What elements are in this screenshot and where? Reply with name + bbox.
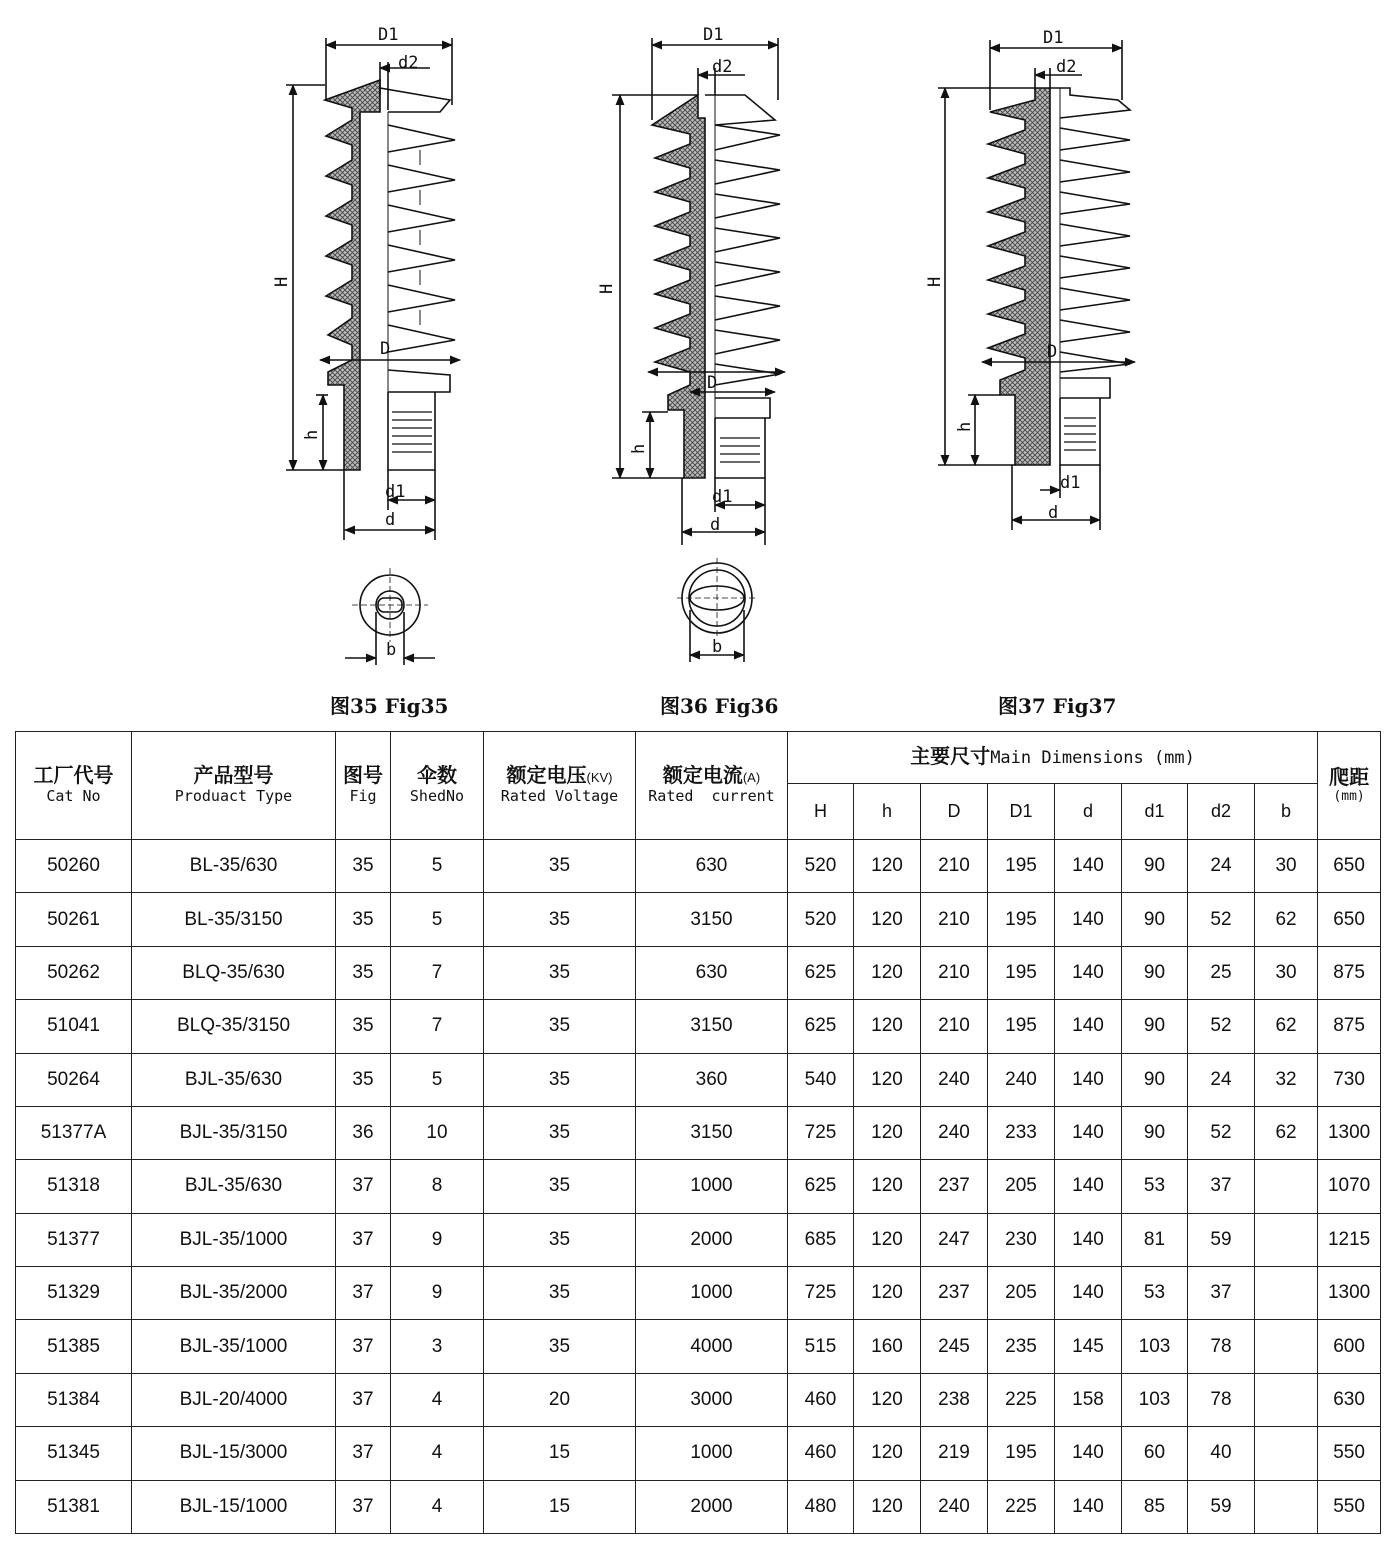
cell-cat-no: 50260	[16, 840, 132, 893]
cell-rated-voltage: 35	[484, 946, 636, 999]
cell-product-type: BL-35/630	[132, 840, 336, 893]
header-cat-no: 工厂代号 Cat No	[16, 732, 132, 840]
fig36-H-label: H	[597, 283, 617, 294]
fig35-drawing	[286, 38, 460, 665]
table-row	[16, 893, 1381, 946]
cell-shed-no: 4	[391, 1373, 484, 1426]
cell-shed-no: 9	[391, 1213, 484, 1266]
table-row	[16, 840, 1381, 893]
header-dim-b: b	[1255, 784, 1318, 840]
header-rated-voltage: 额定电压(KV) Rated Voltage	[484, 732, 636, 840]
cell-d: 140	[1055, 1160, 1122, 1213]
cell-d1: 53	[1122, 1267, 1188, 1320]
cell-d: 158	[1055, 1373, 1122, 1426]
cell-D1: 205	[988, 1160, 1055, 1213]
fig37-caption: 图37 Fig37	[998, 694, 1117, 718]
cell-d2: 25	[1188, 946, 1255, 999]
cell-D1: 195	[988, 1427, 1055, 1480]
cell-product-type: BJL-35/630	[132, 1160, 336, 1213]
cell-b: 62	[1255, 893, 1318, 946]
cell-cat-no: 50262	[16, 946, 132, 999]
cell-rated-current: 630	[636, 840, 788, 893]
cell-rated-voltage: 35	[484, 893, 636, 946]
cell-d: 140	[1055, 1106, 1122, 1159]
cell-d2: 78	[1188, 1373, 1255, 1426]
cell-b: 62	[1255, 1106, 1318, 1159]
fig35-D1-label: D1	[378, 25, 399, 45]
cell-rated-voltage: 35	[484, 1053, 636, 1106]
cell-d: 140	[1055, 840, 1122, 893]
cell-rated-current: 630	[636, 946, 788, 999]
cell-D: 237	[921, 1267, 988, 1320]
fig35-sheds-outline	[380, 88, 455, 470]
cell-h: 120	[854, 1053, 921, 1106]
cell-product-type: BJL-35/630	[132, 1053, 336, 1106]
cell-h: 120	[854, 1267, 921, 1320]
cell-d1: 81	[1122, 1213, 1188, 1266]
table-row	[16, 1160, 1381, 1213]
fig36-d-label: d	[710, 515, 721, 535]
table-row	[16, 1053, 1381, 1106]
cell-d2: 24	[1188, 840, 1255, 893]
fig35-d-label: d	[385, 510, 396, 530]
cell-rated-voltage: 20	[484, 1373, 636, 1426]
fig35-b-label: b	[386, 640, 397, 660]
cell-h: 120	[854, 1106, 921, 1159]
cell-h: 120	[854, 840, 921, 893]
fig35-D-label: D	[380, 339, 391, 359]
cell-cat-no: 51041	[16, 1000, 132, 1053]
cell-D: 247	[921, 1213, 988, 1266]
header-dim-d: d	[1055, 784, 1122, 840]
cell-cat-no: 51385	[16, 1320, 132, 1373]
fig35-hatched-section	[325, 80, 380, 470]
header-fig: 图号 Fig	[336, 732, 391, 840]
cell-d1: 60	[1122, 1427, 1188, 1480]
cell-d1: 90	[1122, 893, 1188, 946]
fig35-h-label: h	[302, 429, 322, 440]
cell-d: 140	[1055, 1480, 1122, 1534]
cell-fig: 35	[336, 946, 391, 999]
cell-shed-no: 7	[391, 946, 484, 999]
cell-d2: 24	[1188, 1053, 1255, 1106]
cell-h: 120	[854, 1160, 921, 1213]
cell-D1: 240	[988, 1053, 1055, 1106]
fig37-sheds-outline	[1050, 88, 1130, 465]
cell-D1: 195	[988, 1000, 1055, 1053]
cell-rated-current: 3150	[636, 893, 788, 946]
header-creepage: 爬距 (mm)	[1318, 732, 1381, 840]
cell-d1: 90	[1122, 840, 1188, 893]
cell-creepage: 875	[1318, 946, 1381, 999]
cell-b	[1255, 1267, 1318, 1320]
fig37-drawing	[938, 40, 1135, 530]
cell-b: 30	[1255, 946, 1318, 999]
cell-h: 120	[854, 1427, 921, 1480]
cell-D1: 235	[988, 1320, 1055, 1373]
cell-D: 238	[921, 1373, 988, 1426]
cell-cat-no: 50261	[16, 893, 132, 946]
cell-H: 460	[788, 1427, 854, 1480]
cell-cat-no: 51384	[16, 1373, 132, 1426]
cell-d2: 52	[1188, 893, 1255, 946]
table-row	[16, 1427, 1381, 1480]
cell-H: 625	[788, 1160, 854, 1213]
fig35-d2-label: d2	[398, 53, 419, 73]
table-row	[16, 1480, 1381, 1534]
cell-D1: 225	[988, 1480, 1055, 1534]
cell-d: 140	[1055, 1427, 1122, 1480]
cell-rated-current: 360	[636, 1053, 788, 1106]
cell-shed-no: 5	[391, 893, 484, 946]
cell-fig: 36	[336, 1106, 391, 1159]
cell-fig: 37	[336, 1373, 391, 1426]
cell-D: 240	[921, 1106, 988, 1159]
cell-D: 240	[921, 1053, 988, 1106]
cell-H: 520	[788, 840, 854, 893]
cell-rated-current: 1000	[636, 1427, 788, 1480]
cell-rated-current: 3150	[636, 1000, 788, 1053]
cell-d: 140	[1055, 893, 1122, 946]
cell-product-type: BJL-15/3000	[132, 1427, 336, 1480]
fig37-d2-label: d2	[1056, 57, 1077, 77]
table-row	[16, 1000, 1381, 1053]
spec-table-body	[16, 840, 1381, 1534]
cell-fig: 35	[336, 840, 391, 893]
cell-b	[1255, 1480, 1318, 1534]
fig35-H-label: H	[272, 276, 292, 287]
cell-H: 460	[788, 1373, 854, 1426]
fig36-drawing	[612, 38, 785, 662]
cell-d1: 103	[1122, 1320, 1188, 1373]
cell-d2: 52	[1188, 1000, 1255, 1053]
cell-d1: 90	[1122, 1000, 1188, 1053]
cell-h: 120	[854, 1000, 921, 1053]
cell-d: 140	[1055, 1267, 1122, 1320]
table-row	[16, 1267, 1381, 1320]
cell-d2: 59	[1188, 1213, 1255, 1266]
cell-rated-voltage: 35	[484, 1320, 636, 1373]
fig35-d1-label: d1	[385, 482, 406, 502]
cell-fig: 37	[336, 1427, 391, 1480]
fig36-sheds-outline	[705, 95, 780, 478]
cell-D1: 195	[988, 840, 1055, 893]
cell-d2: 37	[1188, 1160, 1255, 1213]
cell-h: 120	[854, 1213, 921, 1266]
fig37-thread	[1064, 418, 1096, 450]
table-row	[16, 1320, 1381, 1373]
cell-creepage: 730	[1318, 1053, 1381, 1106]
cell-d: 140	[1055, 1000, 1122, 1053]
fig37-H-label: H	[925, 276, 945, 287]
cell-creepage: 875	[1318, 1000, 1381, 1053]
cell-cat-no: 51377A	[16, 1106, 132, 1159]
cell-product-type: BLQ-35/3150	[132, 1000, 336, 1053]
cell-shed-no: 3	[391, 1320, 484, 1373]
cell-h: 120	[854, 1480, 921, 1534]
cell-D: 210	[921, 946, 988, 999]
cell-d1: 90	[1122, 1053, 1188, 1106]
cell-H: 685	[788, 1213, 854, 1266]
fig36-D1-label: D1	[703, 25, 724, 45]
cell-fig: 37	[336, 1160, 391, 1213]
cell-rated-voltage: 15	[484, 1427, 636, 1480]
cell-fig: 35	[336, 1000, 391, 1053]
cell-product-type: BJL-35/2000	[132, 1267, 336, 1320]
cell-shed-no: 10	[391, 1106, 484, 1159]
cell-fig: 37	[336, 1213, 391, 1266]
cell-cat-no: 51345	[16, 1427, 132, 1480]
cell-creepage: 650	[1318, 893, 1381, 946]
cell-d1: 85	[1122, 1480, 1188, 1534]
cell-shed-no: 4	[391, 1480, 484, 1534]
cell-product-type: BJL-35/1000	[132, 1320, 336, 1373]
cell-h: 160	[854, 1320, 921, 1373]
cell-D1: 225	[988, 1373, 1055, 1426]
cell-fig: 37	[336, 1267, 391, 1320]
cell-fig: 37	[336, 1480, 391, 1534]
cell-H: 625	[788, 946, 854, 999]
fig36-d1-label: d1	[712, 487, 733, 507]
cell-rated-current: 2000	[636, 1213, 788, 1266]
cell-d2: 37	[1188, 1267, 1255, 1320]
figures-area	[0, 0, 1400, 730]
cell-H: 520	[788, 893, 854, 946]
cell-D1: 233	[988, 1106, 1055, 1159]
fig36-thread	[720, 438, 760, 462]
cell-rated-voltage: 35	[484, 1267, 636, 1320]
table-row	[16, 1213, 1381, 1266]
cell-D: 210	[921, 840, 988, 893]
cell-rated-voltage: 35	[484, 840, 636, 893]
cell-d1: 103	[1122, 1373, 1188, 1426]
header-dim-h: h	[854, 784, 921, 840]
cell-d: 145	[1055, 1320, 1122, 1373]
fig36-h-label: h	[629, 443, 649, 454]
cell-d1: 90	[1122, 946, 1188, 999]
cell-product-type: BJL-35/3150	[132, 1106, 336, 1159]
cell-shed-no: 5	[391, 840, 484, 893]
cell-H: 725	[788, 1267, 854, 1320]
cell-product-type: BLQ-35/630	[132, 946, 336, 999]
fig36-b-label: b	[712, 637, 723, 657]
cell-fig: 35	[336, 1053, 391, 1106]
cell-rated-current: 3000	[636, 1373, 788, 1426]
cell-fig: 35	[336, 893, 391, 946]
header-main-dimensions: 主要尺寸Main Dimensions (mm)	[788, 732, 1318, 784]
cell-creepage: 550	[1318, 1427, 1381, 1480]
fig37-D-label: D	[1047, 342, 1058, 362]
fig37-d1-label: d1	[1060, 473, 1081, 493]
fig36-caption: 图36 Fig36	[660, 694, 779, 718]
header-product-type: 产品型号 Produact Type	[132, 732, 336, 840]
cell-shed-no: 8	[391, 1160, 484, 1213]
cell-rated-current: 4000	[636, 1320, 788, 1373]
table-row	[16, 1106, 1381, 1159]
cell-H: 515	[788, 1320, 854, 1373]
cell-creepage: 1300	[1318, 1106, 1381, 1159]
cell-D: 210	[921, 1000, 988, 1053]
insulator-drawings	[0, 0, 1400, 690]
cell-b: 62	[1255, 1000, 1318, 1053]
fig35-thread	[392, 412, 432, 452]
fig36-d2-label: d2	[712, 57, 733, 77]
cell-rated-current: 1000	[636, 1267, 788, 1320]
cell-D: 245	[921, 1320, 988, 1373]
cell-d: 140	[1055, 946, 1122, 999]
cell-shed-no: 4	[391, 1427, 484, 1480]
cell-h: 120	[854, 893, 921, 946]
cell-d2: 59	[1188, 1480, 1255, 1534]
cell-product-type: BJL-20/4000	[132, 1373, 336, 1426]
cell-creepage: 600	[1318, 1320, 1381, 1373]
cell-D1: 205	[988, 1267, 1055, 1320]
cell-D: 237	[921, 1160, 988, 1213]
cell-product-type: BJL-15/1000	[132, 1480, 336, 1534]
cell-rated-voltage: 35	[484, 1106, 636, 1159]
fig37-D1-label: D1	[1043, 28, 1064, 48]
cell-D: 210	[921, 893, 988, 946]
cell-fig: 37	[336, 1320, 391, 1373]
fig37-h-label: h	[955, 421, 975, 432]
cell-b	[1255, 1373, 1318, 1426]
cell-cat-no: 51318	[16, 1160, 132, 1213]
cell-shed-no: 9	[391, 1267, 484, 1320]
cell-b	[1255, 1213, 1318, 1266]
cell-b: 30	[1255, 840, 1318, 893]
cell-H: 725	[788, 1106, 854, 1159]
spec-table	[15, 731, 1381, 1534]
cell-cat-no: 51381	[16, 1480, 132, 1534]
cell-H: 625	[788, 1000, 854, 1053]
cell-creepage: 1300	[1318, 1267, 1381, 1320]
cell-h: 120	[854, 946, 921, 999]
cell-cat-no: 50264	[16, 1053, 132, 1106]
cell-creepage: 550	[1318, 1480, 1381, 1534]
cell-H: 540	[788, 1053, 854, 1106]
cell-b	[1255, 1427, 1318, 1480]
cell-h: 120	[854, 1373, 921, 1426]
cell-rated-voltage: 35	[484, 1213, 636, 1266]
cell-creepage: 1070	[1318, 1160, 1381, 1213]
cell-b	[1255, 1160, 1318, 1213]
cell-rated-voltage: 15	[484, 1480, 636, 1534]
fig37-hatched-section	[988, 88, 1050, 465]
cell-D: 219	[921, 1427, 988, 1480]
fig36-D-label: D	[707, 373, 718, 393]
cell-shed-no: 7	[391, 1000, 484, 1053]
table-row	[16, 1373, 1381, 1426]
cell-d1: 53	[1122, 1160, 1188, 1213]
cell-d1: 90	[1122, 1106, 1188, 1159]
cell-creepage: 630	[1318, 1373, 1381, 1426]
cell-rated-voltage: 35	[484, 1160, 636, 1213]
cell-creepage: 650	[1318, 840, 1381, 893]
fig35-caption: 图35 Fig35	[330, 694, 449, 718]
cell-d: 140	[1055, 1213, 1122, 1266]
cell-D: 240	[921, 1480, 988, 1534]
header-dim-D1: D1	[988, 784, 1055, 840]
cell-creepage: 1215	[1318, 1213, 1381, 1266]
cell-rated-voltage: 35	[484, 1000, 636, 1053]
table-row	[16, 946, 1381, 999]
cell-H: 480	[788, 1480, 854, 1534]
cell-rated-current: 3150	[636, 1106, 788, 1159]
fig36-hatched-section	[652, 95, 705, 478]
cell-rated-current: 2000	[636, 1480, 788, 1534]
cell-b	[1255, 1320, 1318, 1373]
header-shed-no: 伞数 ShedNo	[391, 732, 484, 840]
cell-b: 32	[1255, 1053, 1318, 1106]
cell-d2: 40	[1188, 1427, 1255, 1480]
cell-product-type: BL-35/3150	[132, 893, 336, 946]
cell-shed-no: 5	[391, 1053, 484, 1106]
cell-cat-no: 51377	[16, 1213, 132, 1266]
cell-cat-no: 51329	[16, 1267, 132, 1320]
header-dim-H: H	[788, 784, 854, 840]
fig37-d-label: d	[1048, 503, 1059, 523]
header-dim-D: D	[921, 784, 988, 840]
header-rated-current: 额定电流(A) Rated current	[636, 732, 788, 840]
cell-product-type: BJL-35/1000	[132, 1213, 336, 1266]
cell-d2: 52	[1188, 1106, 1255, 1159]
header-dim-d1: d1	[1122, 784, 1188, 840]
cell-D1: 195	[988, 893, 1055, 946]
header-dim-d2: d2	[1188, 784, 1255, 840]
cell-D1: 230	[988, 1213, 1055, 1266]
cell-d: 140	[1055, 1053, 1122, 1106]
cell-rated-current: 1000	[636, 1160, 788, 1213]
cell-D1: 195	[988, 946, 1055, 999]
cell-d2: 78	[1188, 1320, 1255, 1373]
